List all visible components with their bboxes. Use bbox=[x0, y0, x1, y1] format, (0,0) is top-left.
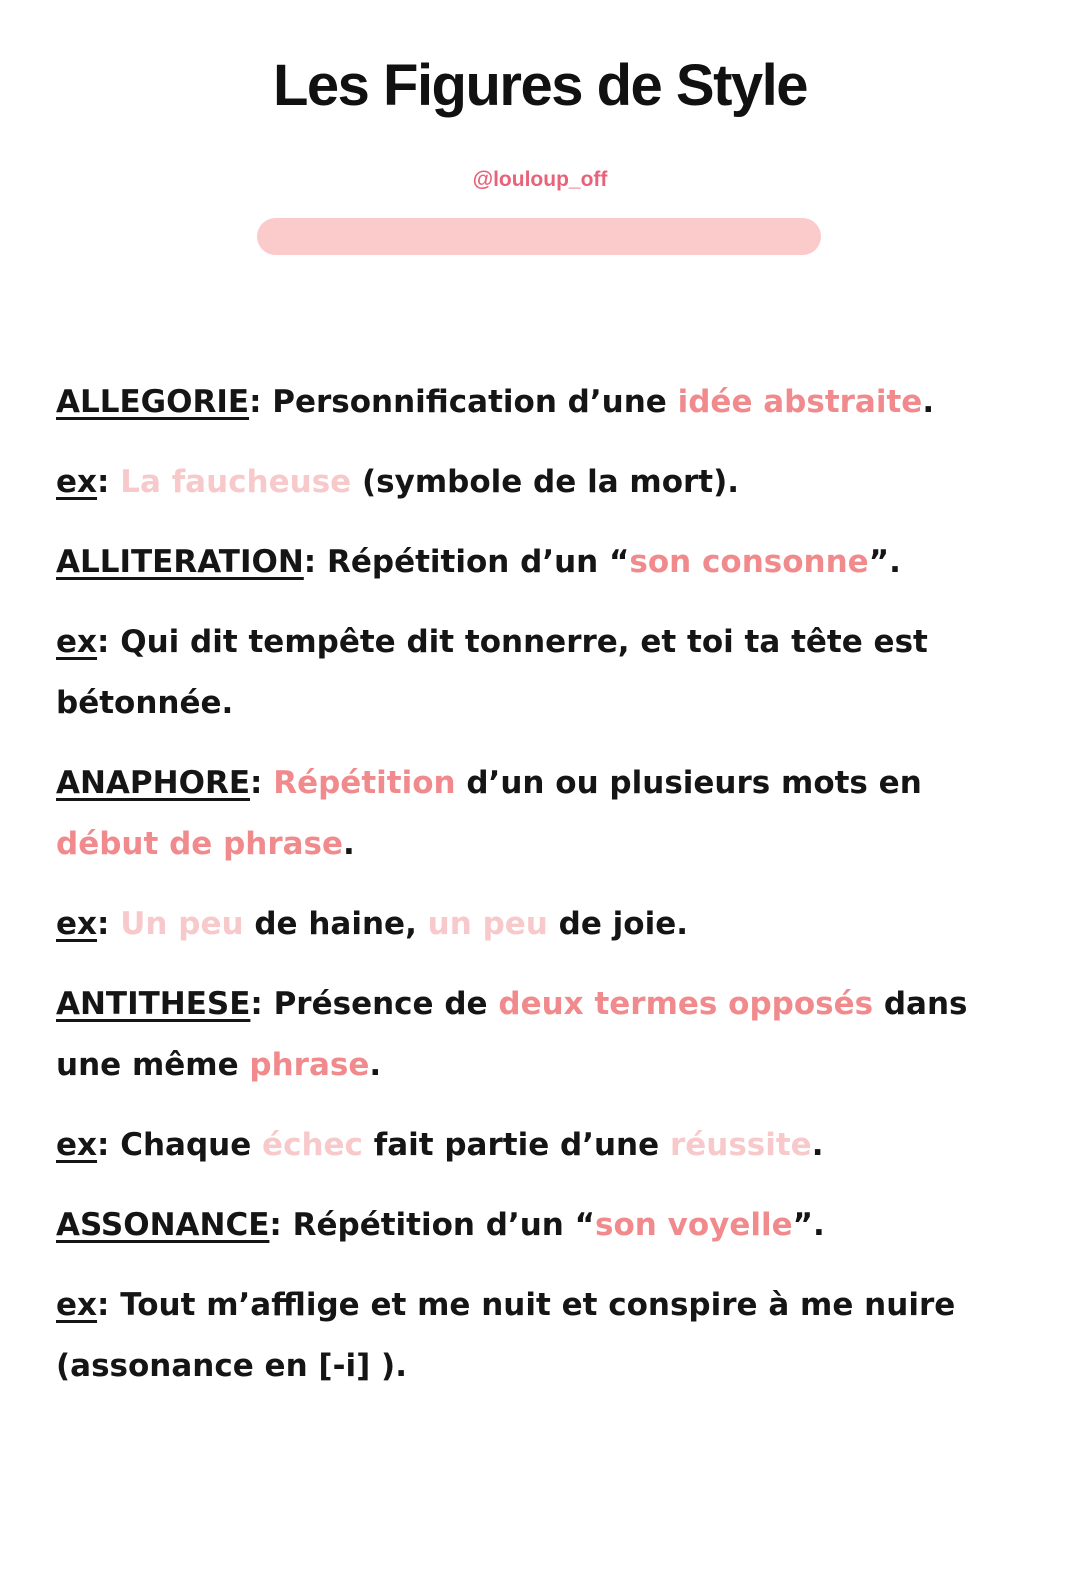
example-text: de haine, bbox=[243, 906, 428, 942]
example-label: ex bbox=[56, 464, 98, 500]
highlight-strong: idée abstraite bbox=[677, 384, 923, 420]
author-handle: @louloup_off bbox=[472, 168, 608, 191]
highlight-strong: phrase bbox=[249, 1047, 370, 1083]
definition-text: ”. bbox=[792, 1207, 825, 1243]
example-assonance bbox=[56, 1275, 1026, 1397]
definition-text: : Répétition d’un “ bbox=[269, 1207, 596, 1243]
example-text: de joie. bbox=[547, 906, 689, 942]
definition-text: : Personnification d’une bbox=[249, 384, 678, 420]
highlight-soft: Un peu bbox=[120, 906, 244, 942]
example-text: : bbox=[97, 906, 121, 942]
definition-line bbox=[56, 372, 1026, 433]
definition-text: . bbox=[369, 1047, 382, 1083]
definitions-list bbox=[56, 372, 1026, 1416]
highlight-strong: Répétition bbox=[273, 765, 456, 801]
definition-text: : bbox=[250, 765, 274, 801]
highlight-soft: réussite bbox=[669, 1127, 812, 1163]
highlight-strong: son consonne bbox=[629, 544, 869, 580]
example-antithese bbox=[56, 1115, 1026, 1176]
title-divider-bar bbox=[257, 218, 821, 255]
definition-text: : Présence de bbox=[250, 986, 499, 1022]
term-label: ALLEGORIE bbox=[56, 384, 250, 420]
highlight-soft: un peu bbox=[427, 906, 548, 942]
example-label: ex bbox=[56, 624, 98, 660]
example-text: : Qui dit tempête dit tonnerre, et toi ta tête est bétonnée. bbox=[56, 624, 928, 721]
entry-assonance bbox=[56, 1195, 1026, 1256]
example-alliteration bbox=[56, 612, 1026, 734]
term-label: ASSONANCE bbox=[56, 1207, 270, 1243]
example-text: . bbox=[811, 1127, 824, 1163]
example-text: : bbox=[97, 464, 121, 500]
highlight-strong: début de phrase bbox=[56, 826, 344, 862]
example-label: ex bbox=[56, 1127, 98, 1163]
example-label: ex bbox=[56, 1287, 98, 1323]
example-text: : Tout m’afflige et me nuit et conspire à me nuire (assonance en [-i] ). bbox=[56, 1287, 956, 1384]
example-allegorie bbox=[56, 452, 1026, 513]
definition-text: . bbox=[922, 384, 935, 420]
definition-text: : Répétition d’un “ bbox=[303, 544, 630, 580]
example-label: ex bbox=[56, 906, 98, 942]
term-label: ALLITERATION bbox=[56, 544, 304, 580]
entry-anaphore bbox=[56, 753, 1026, 875]
entry-antithese bbox=[56, 974, 1026, 1096]
example-anaphore bbox=[56, 894, 1026, 955]
entry-allegorie bbox=[56, 372, 1026, 433]
term-label: ANTITHESE bbox=[56, 986, 251, 1022]
page-title: Les Figures de Style bbox=[272, 53, 808, 118]
definition-text: dans une même bbox=[56, 986, 968, 1083]
definition-text: d’un ou plusieurs mots en bbox=[455, 765, 922, 801]
example-text: fait partie d’une bbox=[362, 1127, 670, 1163]
highlight-strong: son voyelle bbox=[595, 1207, 793, 1243]
example-text: : Chaque bbox=[97, 1127, 263, 1163]
definition-text: . bbox=[343, 826, 355, 862]
highlight-soft: La faucheuse bbox=[120, 464, 352, 500]
definition-text: ”. bbox=[868, 544, 901, 580]
highlight-strong: deux termes opposés bbox=[498, 986, 874, 1022]
highlight-soft: échec bbox=[262, 1127, 363, 1163]
entry-alliteration bbox=[56, 532, 1026, 593]
example-text: (symbole de la mort). bbox=[351, 464, 740, 500]
term-label: ANAPHORE bbox=[56, 765, 250, 801]
